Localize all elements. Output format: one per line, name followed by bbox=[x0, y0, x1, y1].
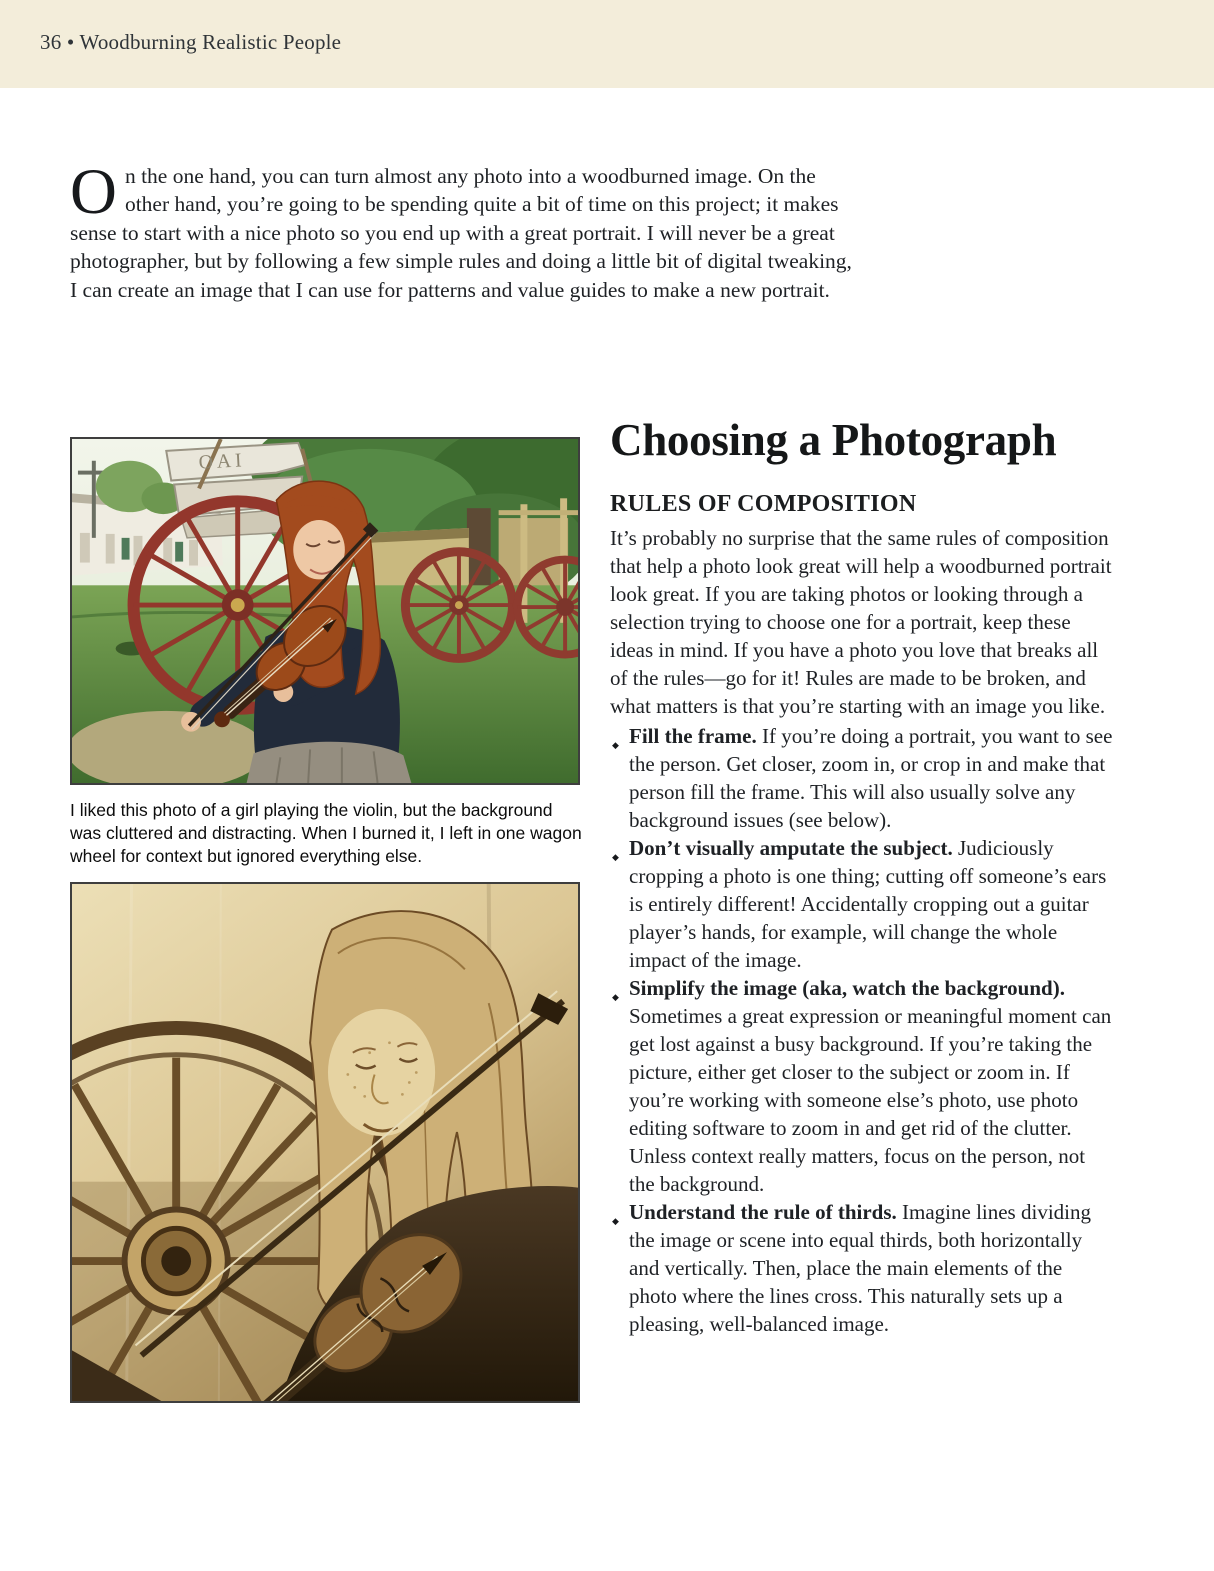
violin-photo bbox=[70, 437, 580, 785]
bullet-icon: ◆ bbox=[612, 851, 619, 862]
rule-text: Sometimes a great expression or meaningful moment can get lost against a busy background. If you’re taking the picture, either get closer to the subject or zoom in. If you’re working with someone else’s photo, use photo editing software to zoom in and get rid of the clutter. Unless context really matters, focus on the person, not the background. bbox=[629, 1003, 1112, 1196]
rule-text: Imagine lines dividing the image or scene into equal thirds, both horizontally and vertically. Then, place the main elements of the photo where the lines cross. This naturally sets up a pleasing, well-balanced image. bbox=[629, 1199, 1091, 1336]
page-header-band bbox=[0, 0, 1214, 88]
woodburned-portrait-illustration bbox=[72, 884, 578, 1401]
violin-photo-illustration bbox=[72, 439, 578, 783]
svg-text:O A I: O A I bbox=[198, 449, 243, 474]
section-paragraph: It’s probably no surprise that the same rules of composition that help a photo look great will help a woodburned portrait look great. If you are taking photos or looking through a selection trying to choose one for a portrait, keep these ideas in mind. If you have a photo you love that breaks all of the rules—go for it! Rules are made to be broken, and what matters is that you’re starting with an image you like. bbox=[610, 525, 1112, 718]
rule-text: If you’re doing a portrait, you want to see the person. Get closer, zoom in, or crop in and make that person fill the frame. This will also usually solve any background issues (see below). bbox=[629, 723, 1113, 832]
rule-text: Judiciously cropping a photo is one thing; cutting off someone’s ears is entirely different! Accidentally cropping out a guitar player’s hands, for example, will change the whole impact of the image. bbox=[629, 835, 1107, 972]
bullet-icon: ◆ bbox=[612, 991, 619, 1002]
book-title: Woodburning Realistic People bbox=[79, 30, 342, 54]
rule-item-simplify-image bbox=[610, 974, 1113, 1198]
section-heading: RULES OF COMPOSITION bbox=[610, 490, 917, 517]
intro-paragraph bbox=[70, 155, 858, 305]
composition-rules-list bbox=[610, 722, 1113, 1338]
running-head-separator: • bbox=[66, 30, 75, 54]
rule-lead: Don’t visually amputate the subject. bbox=[629, 835, 953, 860]
bullet-icon: ◆ bbox=[612, 1215, 619, 1226]
rule-lead: Simplify the image (aka, watch the background). bbox=[629, 975, 1065, 1000]
rule-lead: Understand the rule of thirds. bbox=[629, 1199, 897, 1224]
article-title: Choosing a Photograph bbox=[610, 415, 1057, 465]
page-number: 36 bbox=[40, 30, 62, 54]
right-column bbox=[610, 416, 1113, 1338]
rule-item-dont-amputate bbox=[610, 834, 1113, 974]
rule-lead: Fill the frame. bbox=[629, 723, 757, 748]
drop-cap: O bbox=[70, 155, 117, 228]
rule-item-rule-of-thirds bbox=[610, 1198, 1113, 1338]
woodburned-portrait bbox=[70, 882, 580, 1403]
intro-text: n the one hand, you can turn almost any photo into a woodburned image. On the other hand, you’re going to be spending quite a bit of time on this project; it makes sense to start with a nice photo so you end up with a great portrait. I will never be a great photographer, but by following a few simple rules and doing a little bit of digital tweaking, I can create an image that I can use for patterns and value guides to make a new portrait. bbox=[70, 163, 852, 302]
running-head bbox=[40, 30, 341, 55]
photo-caption: I liked this photo of a girl playing the violin, but the background was cluttered and distracting. When I burned it, I left in one wagon wheel for context but ignored everything else. bbox=[70, 800, 582, 866]
rule-item-fill-the-frame bbox=[610, 722, 1113, 834]
bullet-icon: ◆ bbox=[612, 739, 619, 750]
